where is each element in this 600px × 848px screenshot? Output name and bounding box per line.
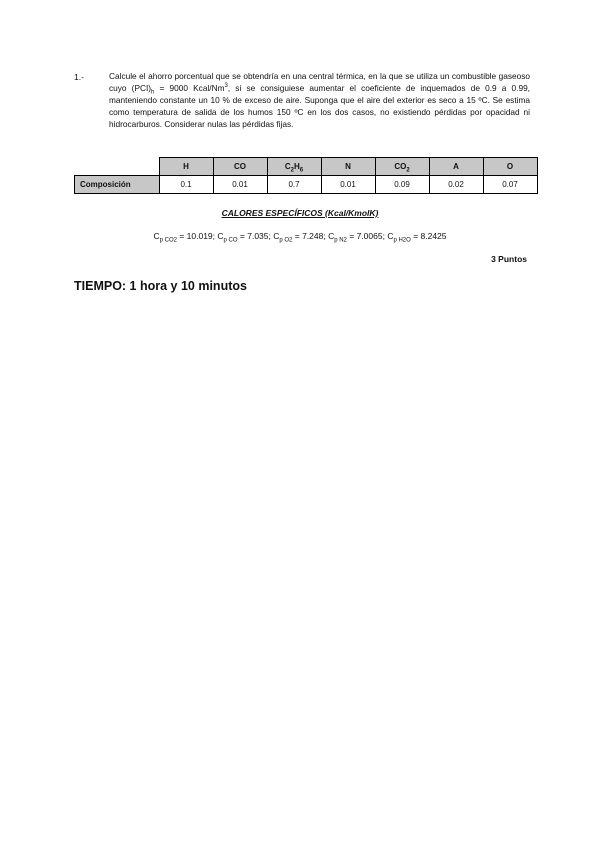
calores-values: $C_{p CO2} = 10.019$; $C_{p CO} = 7.035$; $C_{p O2} = 7.248$; $C_{p N2} = 7.0065$; $C_{p H2O} = 8.2425$ <box>153 231 447 244</box>
col-h: H <box>159 158 213 176</box>
row-label-composicion: Composición <box>75 176 160 194</box>
statement-part-2: = 9000 Kcal/Nm <box>154 83 225 93</box>
cp-o2-value: = 7.248; <box>292 231 329 241</box>
composition-table <box>74 157 538 194</box>
calores-title: CALORES ESPECÍFICOS (Kcal/KmolK) <box>221 208 379 218</box>
points-label: 3 Puntos <box>491 254 527 264</box>
cp-n2-value: = 7.0065; <box>346 231 388 241</box>
cp-co-value: = 7.035; <box>237 231 274 241</box>
problem-1 <box>74 70 530 130</box>
cubic-superscript: 3 <box>224 83 228 90</box>
col-n: N <box>321 158 375 176</box>
composition-row <box>75 176 538 194</box>
value-a: 0.02 <box>429 176 483 194</box>
col-c2h6: $C_2H_6$ <box>267 158 321 176</box>
value-co2: 0.09 <box>375 176 429 194</box>
statement-part-3: , si se consiguiese aumentar el coeficiente de inquemados de 0.9 a 0.99, manteniendo constante un 10 % de exceso de aire. Suponga que el aire del exterior es seco a 15 ºC. Se estima como temperatura de salida de los humos 150 ºC en los dos casos, no existiendo pérdidas por opacidad ni hidrocarburos. Considerar nulas las pérdidas fijas. <box>109 83 530 129</box>
cp-h2o-value: = 8.2425 <box>410 231 447 241</box>
value-o: 0.07 <box>483 176 537 194</box>
composition-header-row <box>75 158 538 176</box>
problem-statement <box>109 70 530 130</box>
pci-subscript: h <box>151 89 155 96</box>
header-blank-cell <box>75 158 160 176</box>
value-h: 0.1 <box>159 176 213 194</box>
col-co: CO <box>213 158 267 176</box>
col-co2: $CO_2$ <box>375 158 429 176</box>
time-limit: TIEMPO: 1 hora y 10 minutos <box>74 279 247 293</box>
value-co: 0.01 <box>213 176 267 194</box>
statement-part-1: Calcule el ahorro porcentual que se obtendría en una central térmica, en la que se utiliza un combustible gaseoso cuyo (PCI) <box>109 71 530 93</box>
value-c2h6: 0.7 <box>267 176 321 194</box>
col-o: O <box>483 158 537 176</box>
cp-co2-value: = 10.019; <box>176 231 218 241</box>
value-n: 0.01 <box>321 176 375 194</box>
problem-number: 1.- <box>74 72 84 82</box>
col-a: A <box>429 158 483 176</box>
